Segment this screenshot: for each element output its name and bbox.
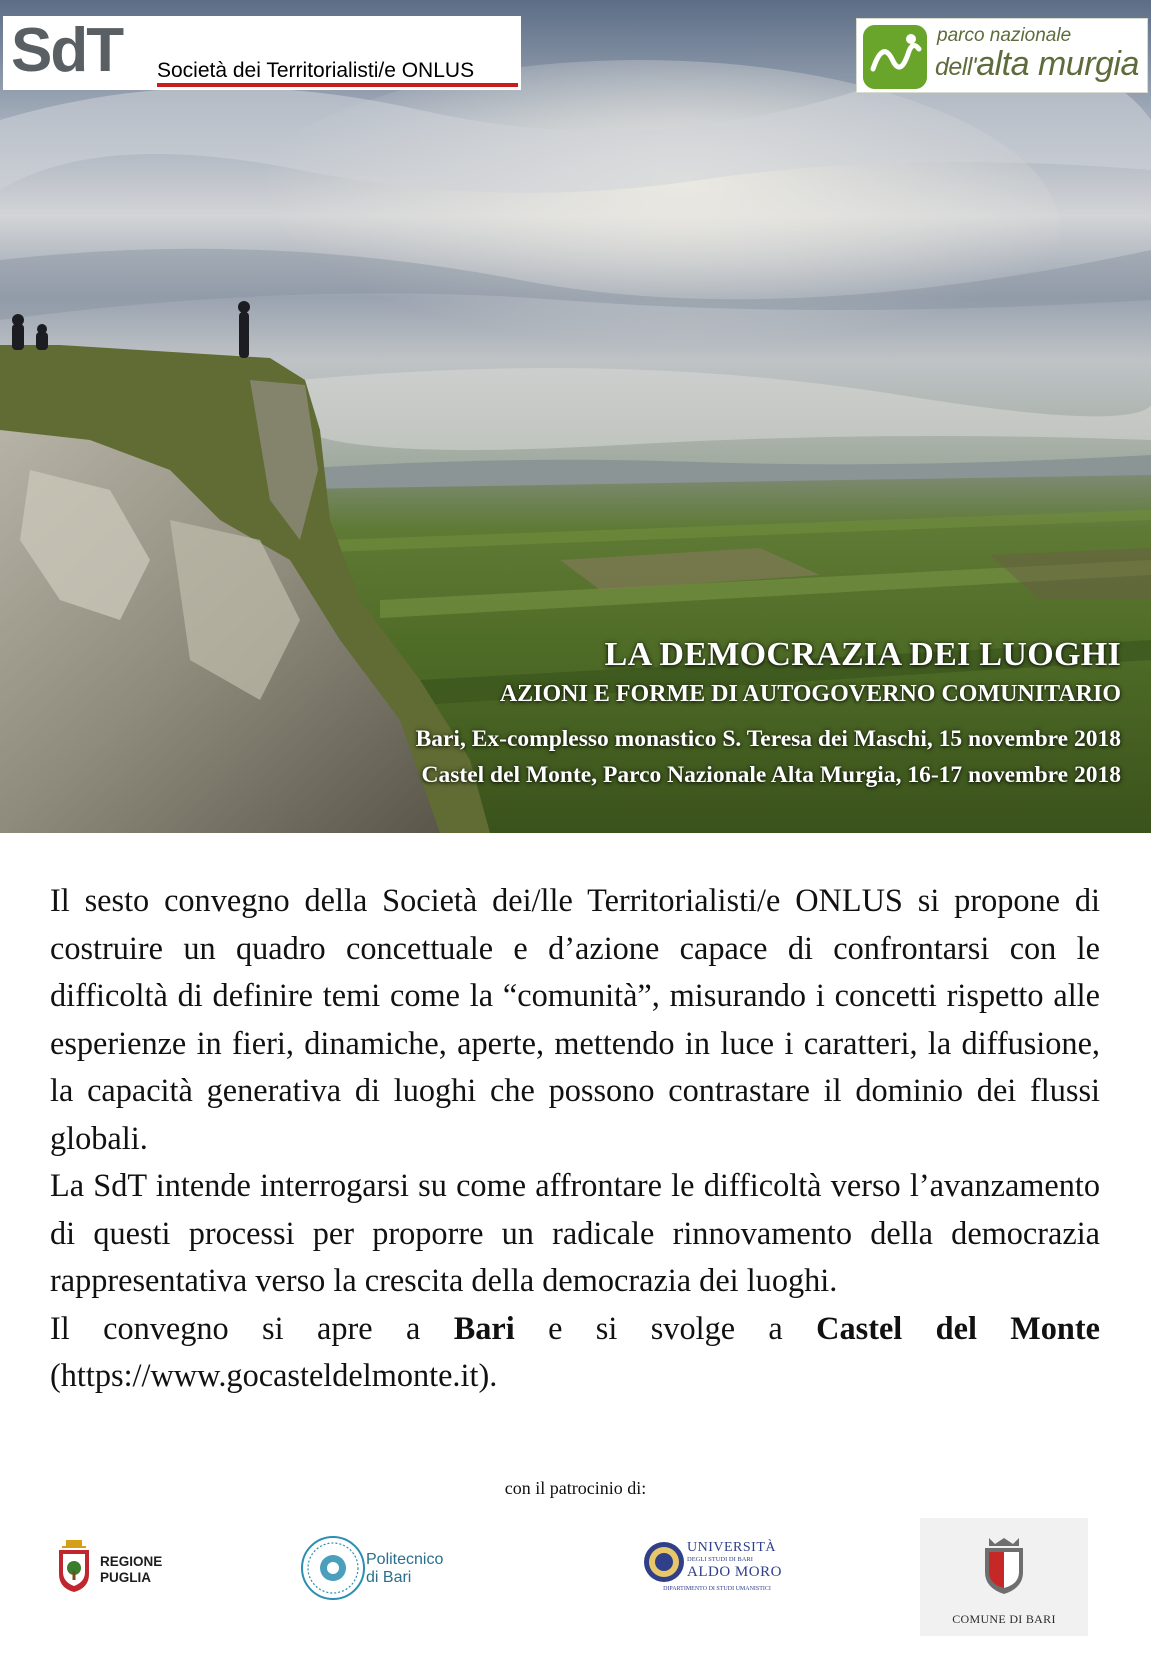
regione-puglia-name: REGIONE PUGLIA	[100, 1554, 163, 1585]
politecnico-bari-logo	[300, 1535, 460, 1605]
sdt-logo-underline	[157, 83, 518, 87]
politecnico-line2: di Bari	[366, 1569, 412, 1586]
uniba-line2: DEGLI STUDI DI BARI	[687, 1556, 753, 1563]
sdt-logo	[3, 16, 521, 90]
body-paragraph-2: La SdT intende interrogarsi su come affrontare le difficoltà verso l’avanzamento di questi processi per proporre un radicale rinnovamento della democrazia rappresentativa verso la crescita della democrazia dei luoghi.	[50, 1167, 1100, 1298]
paragraph-3-middle: e si svolge a	[514, 1309, 817, 1346]
sdt-logo-mark: SdT	[11, 16, 123, 85]
patronage-label: con il patrocinio di:	[504, 1478, 647, 1498]
comune-bari-logo	[920, 1518, 1088, 1636]
event-subtitle: AZIONI E FORME DI AUTOGOVERNO COMUNITARIO	[499, 681, 1121, 707]
event-venue-bari: Bari, Ex-complesso monastico S. Teresa dei Maschi, 15 novembre 2018	[415, 726, 1121, 752]
event-venue-castel: Castel del Monte, Parco Nazionale Alta Murgia, 16-17 novembre 2018	[421, 762, 1121, 788]
parco-logo-line1: parco nazionale	[937, 25, 1072, 46]
parco-emblem-icon	[863, 25, 927, 89]
uniba-seal-icon	[642, 1540, 686, 1584]
uniba-logo	[642, 1540, 792, 1602]
comune-bari-crest-icon	[981, 1536, 1027, 1596]
event-title: LA DEMOCRAZIA DEI LUOGHI	[604, 636, 1121, 673]
uniba-line4: DIPARTIMENTO DI STUDI UMANISTICI	[663, 1586, 771, 1592]
body-text	[50, 877, 1100, 1400]
paragraph-3-prefix: Il convegno si apre a	[50, 1309, 454, 1346]
sdt-logo-name: Società dei Territorialisti/e ONLUS	[157, 59, 475, 82]
politecnico-line1: Politecnico	[366, 1551, 444, 1568]
politecnico-seal-icon	[300, 1535, 366, 1601]
bari-bold: Bari	[453, 1309, 515, 1346]
regione-puglia-logo	[56, 1538, 176, 1598]
uniba-line1: UNIVERSITÀ	[687, 1540, 776, 1555]
parco-logo-line2	[935, 45, 1139, 84]
comune-bari-name: COMUNE DI BARI	[952, 1612, 1056, 1626]
uniba-line3: ALDO MORO	[687, 1564, 782, 1580]
body-paragraph-3	[50, 1305, 1100, 1400]
politecnico-name	[366, 1551, 461, 1587]
body-paragraph-1: Il sesto convegno della Società dei/lle Territorialisti/e ONLUS si propone di costruire un quadro concettuale e d’azione capace di confrontarsi con le difficoltà di definire temi come la “comunità”, misurando i concetti rispetto alle esperienze in fieri, dinamiche, aperte, mettendo in luce i caratteri, la diffusione, la capacità generativa di luoghi che possono contrastare il dominio dei flussi globali.	[50, 882, 1100, 1156]
parco-alta-murgia-logo	[856, 18, 1148, 93]
website-link[interactable]: (https://www.gocasteldelmonte.it).	[50, 1357, 498, 1393]
parco-logo-main: alta murgia	[976, 45, 1139, 83]
puglia-shield-icon	[56, 1538, 92, 1594]
parco-logo-prefix: dell'	[935, 53, 977, 81]
castel-del-monte-bold: Castel del Monte	[816, 1309, 1100, 1346]
